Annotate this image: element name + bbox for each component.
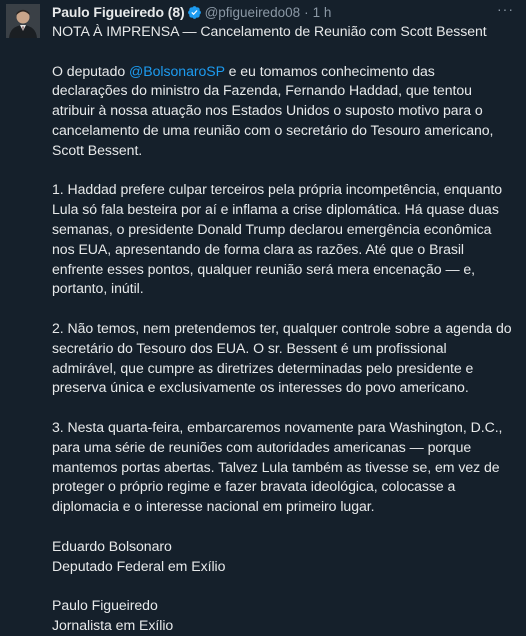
signature-1-name: Eduardo Bolsonaro [52,537,172,554]
post-time[interactable]: 1 h [312,4,332,20]
signature-2-title: Jornalista em Exílio [52,616,174,633]
avatar[interactable] [6,4,40,38]
avatar-column [6,4,46,552]
more-options-icon[interactable]: ··· [497,1,514,17]
tweet-paragraph-1 [52,62,514,161]
mention-link[interactable]: @BolsonaroSP [129,62,225,79]
signature-1 [52,537,514,577]
author-handle[interactable]: @pfigueiredo08 [204,4,301,20]
tweet-heading: NOTA À IMPRENSA — Cancelamento de Reunião com Scott Bessent [52,23,487,39]
tweet-paragraph-4: 3. Nesta quarta-feira, embarcaremos novamente para Washington, D.C., para uma série de reuniões com autoridades americanas — porque mantemos portas abertas. Talvez Lula também as tivesse se, em vez de proteger o próprio regime e fazer bravata ideológica, colocasse a diplomacia e o interesse nacional em primeiro lugar. [52,418,503,515]
verified-badge-icon [187,5,202,20]
tweet-content [52,1,514,633]
header-separator: · [304,4,309,20]
p1-text-after: e eu tomamos conhecimento das declarações do ministro da Fazenda, Fernando Haddad, que tentou atribuir à nossa atuação nos Estados Unidos o suposto motivo para o cancelamento de uma reunião com o secretário do Tesouro americano, Scott Bessent. [52,62,494,158]
tweet-text [52,22,514,636]
p1-text-before: O deputado [52,62,130,79]
signature-2 [52,596,514,636]
author-name[interactable]: Paulo Figueiredo (8) [52,4,185,20]
signature-2-name: Paulo Figueiredo [52,597,158,614]
tweet-header [52,1,514,20]
tweet-paragraph-3: 2. Não temos, nem pretendemos ter, qualquer controle sobre a agenda do secretário do Tesouro dos EUA. O sr. Bessent é um profissional admirável, que cumpre as diretrizes determinadas pelo presidente e preserva única e exclusivamente os interesses do povo americano. [52,319,512,396]
tweet-paragraph-2: 1. Haddad prefere culpar terceiros pela própria incompetência, enquanto Lula só fala besteira por aí e inflama a crise diplomática. Há quase duas semanas, o presidente Donald Trump declarou emergência econômica nos EUA, apresentando de forma clara as razões. Até que o Brasil enfrente esses pontos, qualquer reunião será mera encenação — e, portanto, inútil. [52,181,503,297]
signature-1-title: Deputado Federal em Exílio [52,557,226,574]
